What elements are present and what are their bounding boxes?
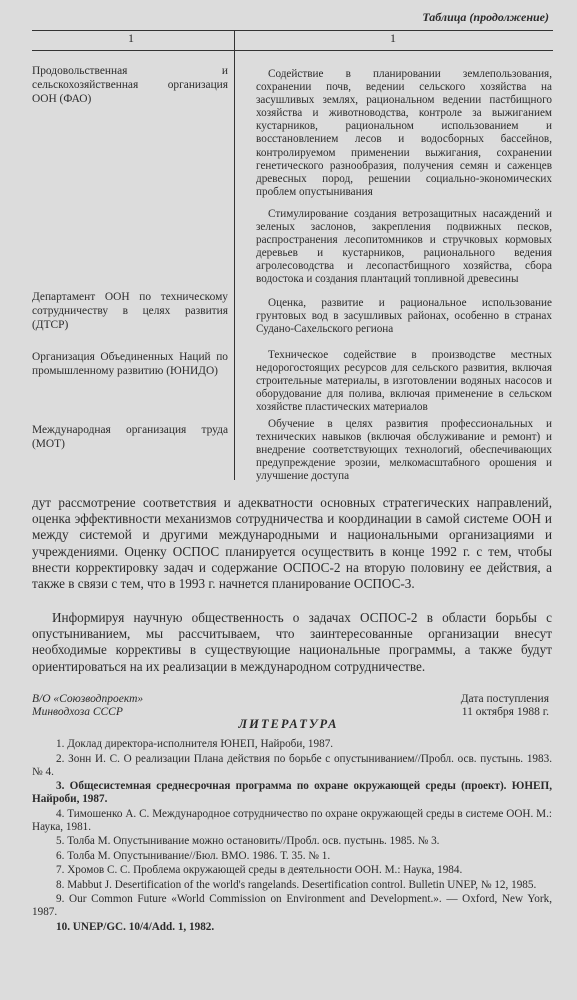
table-row-activity-ilo: Обучение в целях развития профессиональных и технических навыков (включая обслуживание и ремонт) и внедрение соответствующих технологий, обеспечивающих предупреждение эрозии, мелкомасштабного орошения и улучшение доступа [256, 418, 552, 483]
reference-item: 9. Our Common Future «World Commission on Environment and Development.». — Oxford, New York, 1987. [32, 893, 552, 918]
reference-item: 1. Доклад директора-исполнителя ЮНЕП, Найроби, 1987. [56, 738, 334, 750]
table-row-org-ilo: Международная организация труда (МОТ) [32, 424, 228, 450]
reference-item: 10. UNEP/GC. 10/4/Add. 1, 1982. [56, 920, 215, 933]
reference-item: 5. Толба М. Опустынивание можно остановить//Пробл. осв. пустынь. 1985. № 3. [56, 835, 440, 847]
reference-item: 6. Толба М. Опустынивание//Бюл. ВМО. 1986. Т. 35. № 1. [56, 849, 331, 862]
table-row-activity-fao-1: Содействие в планировании землепользования, сохранении почв, ведении сельского хозяйства на засушливых землях, рациональном ведении пастбищного хозяйства и животноводства, контроле за выжиганием кустарников, рациональном использованием и восстановлением лесов и водосборных бассейнов, контролируемом применении выжигания, сохранении генетического разнообразия, получения семян и саженцев древесных пород, решении социально-экономических проблем опустынивания [256, 68, 552, 198]
table-row-activity-unido: Техническое содействие в производстве местных недорогостоящих ресурсов для сельского развития, включая строительные материалы, в изготовлении водяных насосов и оборудование для полива, включая применение в сельском хозяйстве пластических материалов [256, 349, 552, 414]
received-line-1: Дата поступления [460, 693, 549, 705]
body-paragraph-2: Информируя научную общественность о задачах ОСПОС-2 в области борьбы с опустыниванием, мы рассчитываем, что заинтересованные организации внесут необходимые коррективы в существующие национальные программы, а также будут ориентироваться на их реализации в международном сотрудничестве. [32, 610, 552, 674]
table-continued-label: Таблица (продолжение) [422, 10, 549, 24]
table-column-divider [234, 30, 235, 480]
literature-heading: ЛИТЕРАТУРА [238, 717, 339, 731]
affiliation-line-2: Минводхоза СССР [32, 706, 123, 718]
reference-item: 3. Общесистемная среднесрочная программа по охране окружающей среды (проект). ЮНЕП, Найроби, 1987. [32, 780, 552, 805]
column-number-1: 1 [128, 31, 134, 45]
table-row-org-fao: Продовольственная и сельскохозяйственная организация ООН (ФАО) [32, 65, 228, 105]
author-affiliation [32, 693, 143, 719]
received-line-2: 11 октября 1988 г. [461, 706, 549, 718]
table-top-rule [32, 30, 553, 31]
received-date [461, 693, 549, 719]
table-row-activity-fao-2: Стимулирование создания ветрозащитных насаждений и зеленых заслонов, закрепления подвижных песков, распространения лесопитомников и стручковых кормовых деревьев и кустарников, рационального ведения агролесоводства и лесопастбищного хозяйства, сбора водостока и создания плантаций топливной древесины [256, 208, 552, 286]
reference-item: 4. Тимошенко А. С. Международное сотрудничество по охране окружающей среды в системе ООН. М.: Наука, 1981. [32, 807, 552, 833]
table-header-rule [32, 50, 553, 51]
reference-item: 2. Зонн И. С. О реализации Плана действия по борьбе с опустыниванием//Пробл. осв. пустынь. 1983. № 4. [32, 752, 552, 778]
table-row-org-unido: Организация Объединенных Наций по промышленному развитию (ЮНИДО) [32, 351, 228, 377]
column-number-2: 1 [390, 31, 396, 45]
reference-list [32, 738, 552, 935]
affiliation-line-1: В/О «Союзводпроект» [32, 693, 144, 705]
table-row-org-dtsr: Департамент ООН по техническому сотрудничеству в целях развития (ДТСР) [32, 291, 228, 331]
reference-item: 8. Mabbut J. Desertification of the world's rangelands. Desertification control. Bulletin UNEP, № 12, 1985. [56, 878, 537, 891]
reference-item: 7. Хромов С. С. Проблема окружающей среды в деятельности ООН. М.: Наука, 1984. [56, 864, 463, 876]
table-row-activity-dtsr: Оценка, развитие и рациональное использование грунтовых вод в засушливых районах, особенно в странах Судано-Сахельского региона [256, 297, 552, 336]
body-paragraph-1: дут рассмотрение соответствия и адекватности основных стратегических направлений, оценка эффективности механизмов сотрудничества и координации в самой системе ООН и между системой и другими международными и национальными организациями и учреждениями. Оценку ОСПОС планируется осуществить в конце 1992 г. с тем, чтобы внести корректировку задач и содержание ОСПОС-2 на вторую половину ее действия, а также в связи с тем, что в 1993 г. начнется планирование ОСПОС-3. [32, 495, 552, 592]
